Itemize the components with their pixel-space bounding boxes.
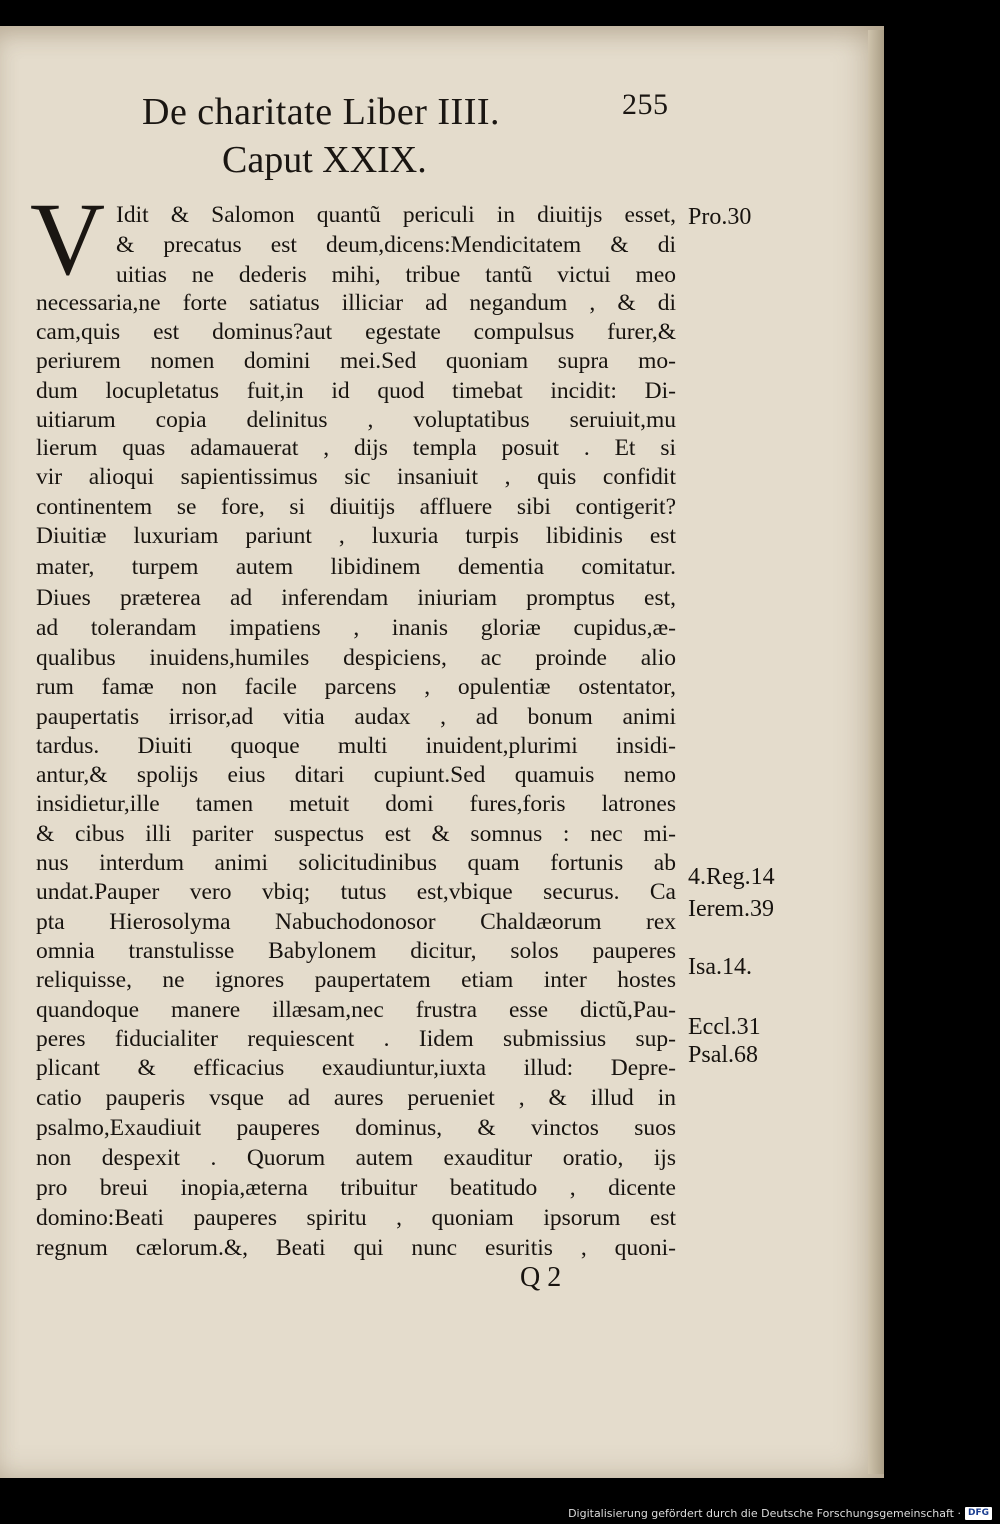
margin-note: Psal.68 <box>688 1042 759 1068</box>
text-line: & cibus illi pariter suspectus est & somnus : nec mi- <box>36 821 676 847</box>
footer-text: Digitalisierung gefördert durch die Deutsche Forschungsgemeinschaft · <box>568 1506 961 1520</box>
page-number: 255 <box>622 88 669 121</box>
text-line: cam,quis est dominus?aut egestate compulsus furer,& <box>36 319 676 345</box>
page-edge <box>868 30 884 1474</box>
text-line: pta Hierosolyma Nabuchodonosor Chaldæorum rex <box>36 909 676 935</box>
text-line: tardus. Diuiti quoque multi inuident,plurimi insidi- <box>36 733 676 759</box>
text-line: catio pauperis vsque ad aures perueniet , & illud in <box>36 1085 676 1111</box>
chapter-heading: Caput XXIX. <box>222 139 427 181</box>
text-line: rum famæ non facile parcens , opulentiæ ostentator, <box>36 674 676 700</box>
text-line: peres fiducialiter requiescent . Iidem submissius sup- <box>36 1026 676 1052</box>
text-line: reliquisse, ne ignores paupertatem etiam inter hostes <box>36 967 676 993</box>
margin-note: 4.Reg.14 <box>688 864 775 890</box>
text-line: Idit & Salomon quantũ periculi in diuitĳs esset, <box>116 202 676 228</box>
margin-note: Isa.14. <box>688 954 752 980</box>
text-line: antur,& spolĳs eius ditari cupiunt.Sed quamuis nemo <box>36 762 676 788</box>
text-line: insidietur,ille tamen metuit domi fures,foris latrones <box>36 791 676 817</box>
dfg-logo: DFG <box>965 1507 992 1520</box>
text-line: vir alioqui sapientissimus sic insaniuit , quis confidit <box>36 464 676 490</box>
running-head <box>142 90 682 134</box>
text-line: pro breui inopia,æterna tribuitur beatitudo , dicente <box>36 1175 676 1201</box>
text-line: psalmo,Exaudiuit pauperes dominus, & vinctos suos <box>36 1115 676 1141</box>
text-line: quandoque manere illæsam,nec frustra esse dictũ,Pau- <box>36 997 676 1023</box>
running-title: De charitate Liber IIII. <box>142 91 501 133</box>
catchword-signature: Q 2 <box>520 1262 562 1293</box>
text-line: domino:Beati pauperes spiritu , quoniam ipsorum est <box>36 1205 676 1231</box>
margin-note: Pro.30 <box>688 204 752 230</box>
text-line: necessaria,ne forte satiatus illiciar ad negandum , & di <box>36 290 676 316</box>
text-line: periurem nomen domini mei.Sed quoniam supra mo- <box>36 348 676 374</box>
text-line: paupertatis irrisor,ad vitia audax , ad bonum animi <box>36 704 676 730</box>
digitization-footer <box>568 1505 992 1521</box>
text-line: ad tolerandam impatiens , inanis gloriæ cupidus,æ- <box>36 615 676 641</box>
text-line: nus interdum animi solicitudinibus quam fortunis ab <box>36 850 676 876</box>
text-line: Diues præterea ad inferendam iniuriam promptus est, <box>36 585 676 611</box>
text-line: Diuitiæ luxuriam pariunt , luxuria turpis libidinis est <box>36 523 676 549</box>
margin-note: Ierem.39 <box>688 896 774 922</box>
text-line: omnia transtulisse Babylonem dicitur, solos pauperes <box>36 938 676 964</box>
text-line: dum locupletatus fuit,in id quod timebat incidit: Di- <box>36 378 676 404</box>
text-line: & precatus est deum,dicens:Mendicitatem & di <box>116 232 676 258</box>
text-line: mater, turpem autem libidinem dementia comitatur. <box>36 554 676 580</box>
text-line: lierum quas adamauerat , dĳs templa posuit . Et si <box>36 435 676 461</box>
text-line: undat.Pauper vero vbiq; tutus est,vbique securus. Ca <box>36 879 676 905</box>
text-line: qualibus inuidens,humiles despiciens, ac proinde alio <box>36 645 676 671</box>
text-line: continentem se fore, si diuitĳs affluere sibi contigerit? <box>36 494 676 520</box>
text-line: uitiarum copia delinitus , voluptatibus seruiuit,mu <box>36 407 676 433</box>
drop-capital: V <box>30 182 106 297</box>
text-line: non despexit . Quorum autem exauditur oratio, ĳs <box>36 1145 676 1171</box>
text-line: uitias ne dederis mihi, tribue tantũ victui meo <box>116 262 676 288</box>
text-line: regnum cælorum.&, Beati qui nunc esuritis , quoni- <box>36 1235 676 1261</box>
text-line: plicant & efficacius exaudiuntur,iuxta illud: Depre- <box>36 1055 676 1081</box>
margin-note: Eccl.31 <box>688 1014 761 1040</box>
